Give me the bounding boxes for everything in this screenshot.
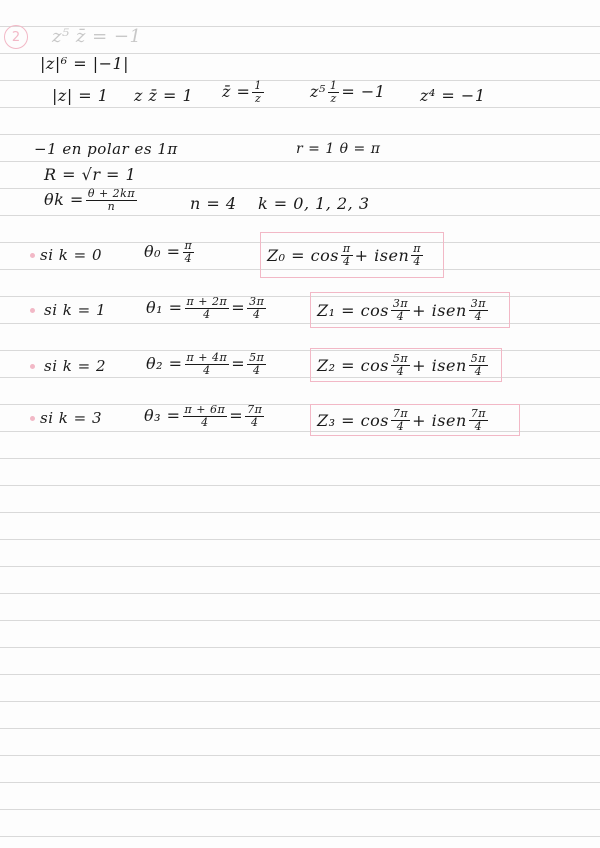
case-label: si k = 1 — [44, 301, 107, 319]
case-label: si k = 3 — [40, 409, 103, 427]
conjugate-formula — [222, 80, 266, 105]
case-angle — [146, 296, 268, 321]
sin-fraction — [469, 408, 488, 433]
root-sin-part: + isen — [412, 410, 467, 430]
fraction-denominator: 4 — [413, 254, 421, 268]
bullet — [30, 253, 35, 258]
fraction-denominator: 4 — [252, 364, 261, 377]
modulus-equation: |z|⁶ = |−1| — [40, 54, 130, 73]
bullet — [30, 308, 35, 313]
polar-statement: −1 en polar es 1π — [34, 140, 178, 158]
fraction-denominator: 4 — [474, 309, 483, 323]
fraction-denominator: 4 — [201, 416, 209, 429]
angle-lhs: θk = — [44, 190, 84, 209]
fraction-numerator: π — [413, 241, 421, 255]
result-fraction — [247, 296, 266, 321]
cos-fraction — [391, 298, 410, 323]
cos-fraction — [391, 353, 410, 378]
root-degree: n = 4 — [190, 194, 237, 213]
equals-sign: = — [231, 354, 246, 373]
cos-fraction — [341, 243, 353, 268]
angle-fraction — [185, 352, 230, 377]
fraction-numerator: 5π — [470, 351, 486, 365]
case-label: si k = 0 — [40, 246, 103, 264]
fraction-numerator: 3π — [249, 295, 265, 308]
case-angle — [144, 404, 266, 429]
fraction-denominator: 4 — [474, 419, 483, 433]
equation-title: z⁵ z̄ = −1 — [52, 26, 142, 47]
cos-fraction — [391, 408, 410, 433]
fraction-numerator: π — [184, 239, 193, 252]
angle-fraction — [183, 404, 228, 429]
bullet — [30, 416, 35, 421]
root-cos-part: Z₁ = cos — [317, 300, 389, 320]
equals-sign: = — [229, 406, 244, 425]
fraction-numerator: 3π — [470, 296, 486, 310]
fraction-numerator: π + 2π — [186, 295, 228, 308]
substitution-rhs: = −1 — [341, 82, 386, 101]
root-sin-part: + isen — [412, 355, 467, 375]
sin-fraction — [411, 243, 423, 268]
angle-formula — [44, 188, 139, 213]
conjugate-fraction — [252, 80, 264, 105]
reduced-equation: z⁴ = −1 — [420, 86, 486, 105]
angle-fraction — [185, 296, 230, 321]
fraction-numerator: 5π — [249, 351, 265, 364]
root-box — [260, 232, 444, 278]
fraction-denominator: 4 — [252, 308, 261, 321]
fraction-denominator: 4 — [343, 254, 351, 268]
fraction-denominator: 4 — [396, 364, 405, 378]
fraction-numerator: θ + 2kπ — [87, 187, 136, 200]
problem-number: 2 — [4, 25, 28, 49]
fraction-denominator: 4 — [396, 419, 405, 433]
angle-fraction — [86, 188, 137, 213]
fraction-denominator: 4 — [184, 252, 193, 265]
angle-lhs: θ₃ = — [144, 406, 181, 425]
fraction-numerator: 7π — [392, 406, 409, 420]
fraction-denominator: 4 — [203, 308, 211, 321]
root-box — [310, 348, 502, 382]
case-angle — [146, 352, 268, 377]
sin-fraction — [469, 298, 488, 323]
conjugate-lhs: z̄ = — [222, 82, 251, 101]
polar-values: r = 1 θ = π — [296, 141, 381, 157]
fraction-denominator: 4 — [474, 364, 483, 378]
fraction-denominator: 4 — [203, 364, 211, 377]
fraction-numerator: 1 — [329, 79, 338, 92]
radius-equation: R = √r = 1 — [44, 165, 137, 184]
fraction-numerator: 3π — [392, 296, 409, 310]
substitution-equation — [310, 80, 385, 105]
substitution-lhs: z⁵ — [310, 82, 326, 101]
case-label: si k = 2 — [44, 357, 107, 375]
angle-fraction — [183, 240, 195, 265]
fraction-numerator: 7π — [247, 403, 263, 416]
root-cos-part: Z₂ = cos — [317, 355, 389, 375]
angle-lhs: θ₀ = — [144, 242, 181, 261]
fraction-numerator: 7π — [470, 406, 486, 420]
fraction-denominator: z — [255, 92, 262, 105]
modulus-result: |z| = 1 — [52, 86, 109, 105]
equals-sign: = — [231, 298, 246, 317]
fraction-denominator: 4 — [396, 309, 405, 323]
root-box — [310, 404, 520, 436]
bullet — [30, 364, 35, 369]
fraction-numerator: 1 — [254, 79, 262, 92]
fraction-numerator: π — [342, 241, 351, 255]
root-sin-part: + isen — [412, 300, 467, 320]
fraction-numerator: π + 6π — [184, 403, 226, 416]
root-cos-part: Z₀ = cos — [267, 245, 339, 265]
fraction-denominator: z — [330, 92, 337, 105]
substitution-fraction — [328, 80, 340, 105]
root-box — [310, 292, 510, 328]
conjugate-product: z z̄ = 1 — [134, 86, 194, 105]
fraction-numerator: π + 4π — [186, 351, 228, 364]
fraction-numerator: 5π — [392, 351, 409, 365]
k-values: k = 0, 1, 2, 3 — [258, 194, 370, 213]
angle-lhs: θ₂ = — [146, 354, 183, 373]
fraction-denominator: n — [107, 200, 116, 213]
result-fraction — [245, 404, 264, 429]
root-cos-part: Z₃ = cos — [317, 410, 389, 430]
angle-lhs: θ₁ = — [146, 298, 183, 317]
fraction-denominator: 4 — [250, 416, 259, 429]
sin-fraction — [469, 353, 488, 378]
root-sin-part: + isen — [354, 245, 410, 265]
result-fraction — [247, 352, 266, 377]
case-angle — [144, 240, 196, 265]
